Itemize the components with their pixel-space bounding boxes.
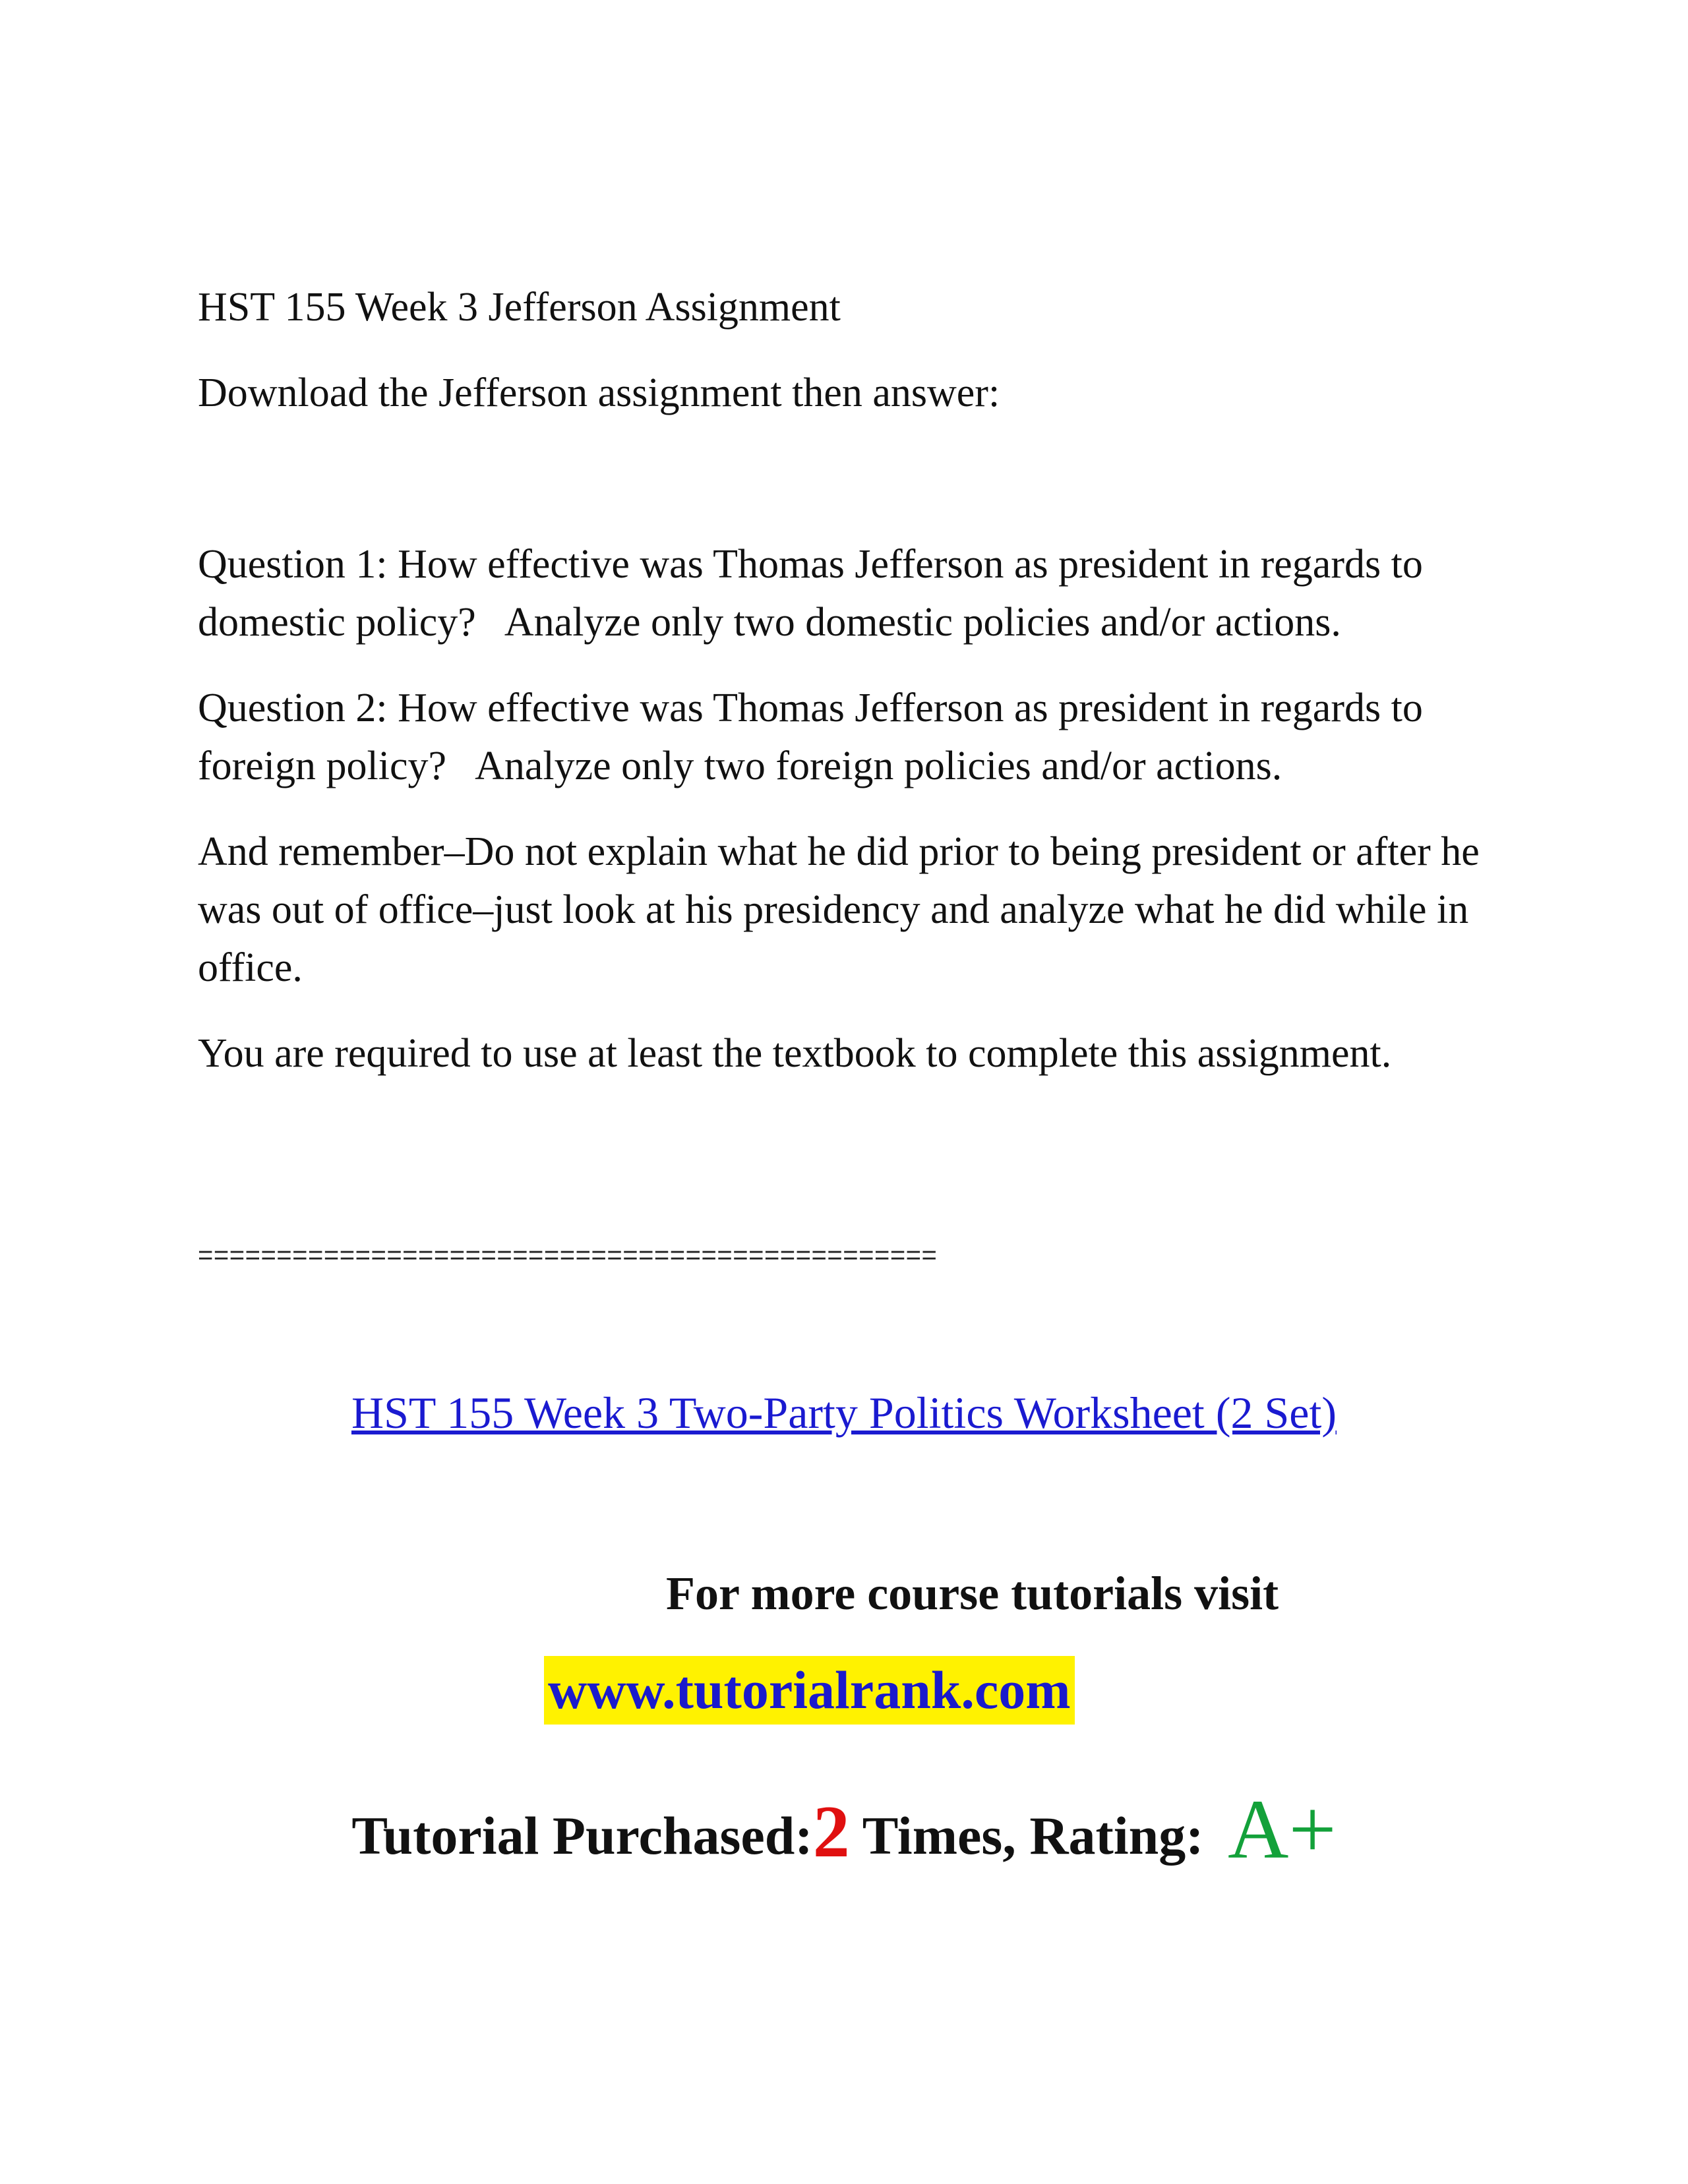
reminder-text: And remember–Do not explain what he did prior to being president or after he was out of office–just look at his presidency and analyze what he did while in office. xyxy=(198,829,1490,990)
question-2-text: Question 2: How effective was Thomas Jefferson as president in regards to foreign policy? Analyze only two foreign policies and/or actions. xyxy=(198,686,1433,788)
purchased-label: Tutorial Purchased: xyxy=(351,1806,813,1866)
intro-text: Download the Jefferson assignment then answer: xyxy=(198,370,1000,415)
visit-text: For more course tutorials visit xyxy=(666,1567,1279,1620)
related-tutorial-link[interactable]: HST 155 Week 3 Two-Party Politics Worksheet (2 Set) xyxy=(351,1388,1337,1438)
separator-line: =============================================== xyxy=(198,1241,938,1270)
rating-grade: A+ xyxy=(1228,1783,1337,1876)
requirement-text: You are required to use at least the textbook to complete this assignment. xyxy=(198,1031,1392,1076)
purchase-stats xyxy=(0,1783,1688,1879)
site-link[interactable]: www.tutorialrank.com xyxy=(544,1656,1075,1725)
assignment-title: HST 155 Week 3 Jefferson Assignment xyxy=(198,285,841,330)
times-rating-label: Times, Rating: xyxy=(849,1806,1218,1866)
question-1-text: Question 1: How effective was Thomas Jefferson as president in regards to domestic policy? Analyze only two domestic policies and/or actions. xyxy=(198,542,1433,645)
purchased-count: 2 xyxy=(812,1791,850,1873)
